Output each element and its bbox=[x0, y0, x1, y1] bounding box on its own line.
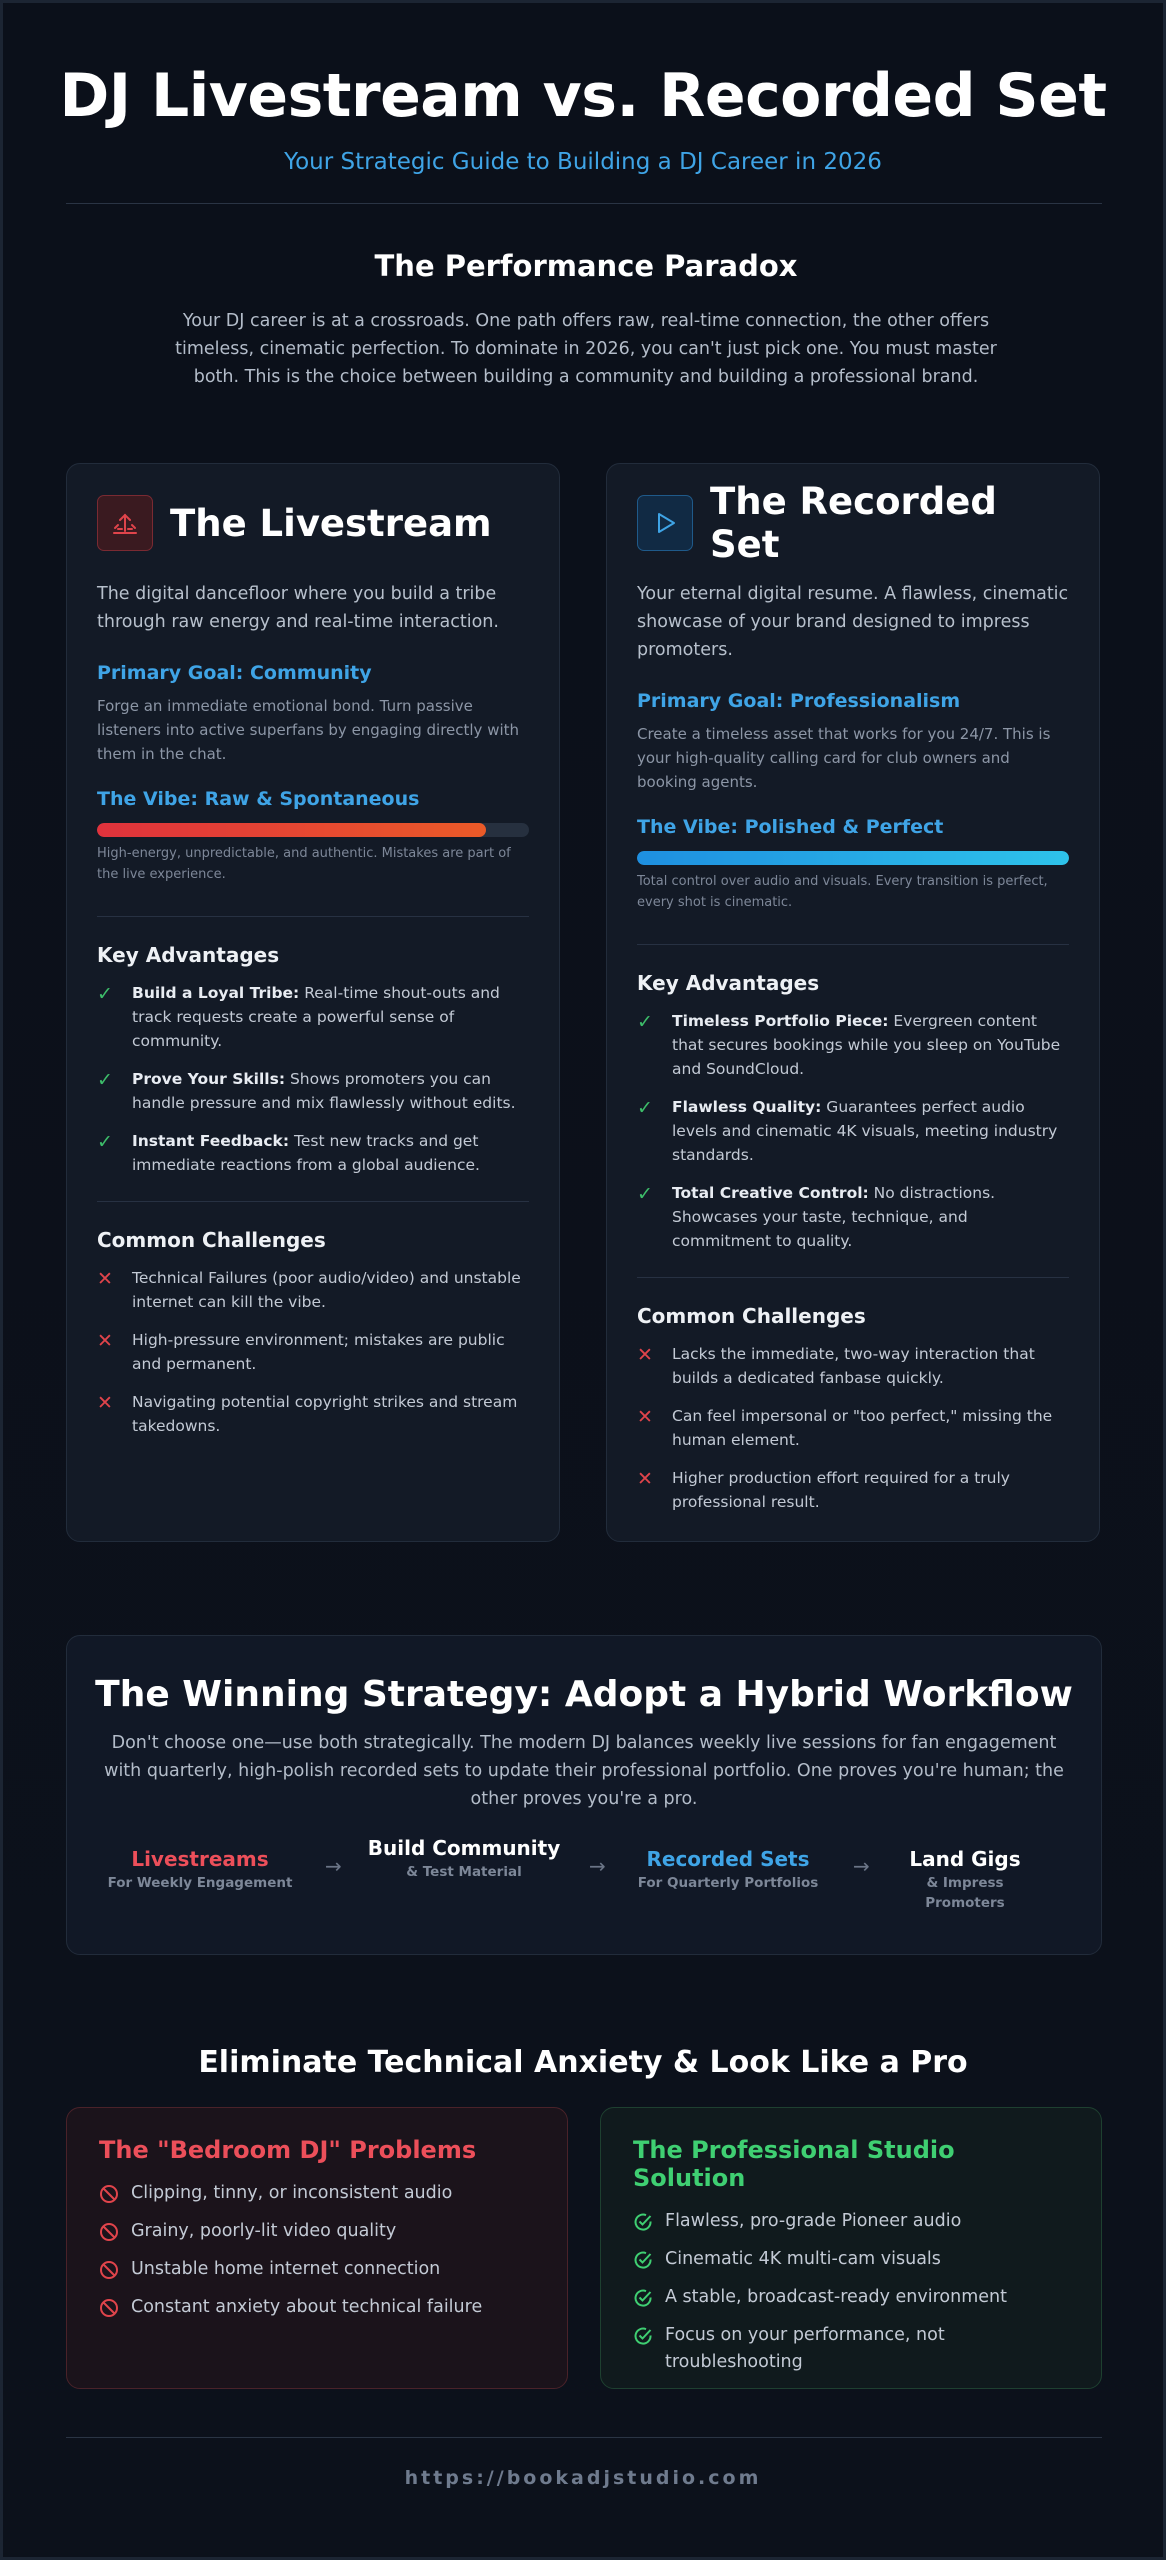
recorded-goal-title: Primary Goal: Professionalism bbox=[637, 690, 961, 712]
list-item: ✕ Lacks the immediate, two-way interaction that builds a dedicated fanbase quickly. bbox=[637, 1344, 1035, 1387]
divider bbox=[637, 944, 1069, 945]
check-icon: ✓ bbox=[637, 1097, 653, 1119]
step-subtitle: & Impress Promoters bbox=[925, 1875, 1005, 1911]
list-item: Constant anxiety about technical failure bbox=[99, 2294, 535, 2321]
step-title: Recorded Sets bbox=[646, 1847, 810, 1871]
check-circle-icon bbox=[633, 2288, 653, 2308]
step-subtitle: For Quarterly Portfolios bbox=[637, 1875, 819, 1891]
solution-list bbox=[633, 2208, 1069, 2376]
list-item: ✓ Total Creative Control: No distractions. Showcases your taste, technique, and commitment to quality. bbox=[637, 1183, 996, 1250]
play-icon bbox=[637, 495, 693, 551]
step-subtitle: & Test Material bbox=[406, 1864, 522, 1880]
cross-icon: ✕ bbox=[97, 1268, 113, 1290]
list-item: Clipping, tinny, or inconsistent audio bbox=[99, 2180, 535, 2207]
list-item: Flawless, pro-grade Pioneer audio bbox=[633, 2208, 1069, 2235]
list-item: ✓ Build a Loyal Tribe: Real-time shout-outs and track requests create a powerful sense of community. bbox=[97, 983, 500, 1050]
paradox-text: Your DJ career is at a crossroads. One path offers raw, real-time connection, the other offers timeless, cinematic perfection. To dominate in 2026, you can't just pick one. You must master both. This is the choice between building a community and building a professional brand. bbox=[175, 311, 997, 387]
list-item: Grainy, poorly-lit video quality bbox=[99, 2218, 535, 2245]
header-divider bbox=[66, 203, 1102, 204]
broadcast-icon bbox=[97, 495, 153, 551]
step-subtitle: For Weekly Engagement bbox=[107, 1875, 293, 1891]
problems-title: The "Bedroom DJ" Problems bbox=[99, 2136, 477, 2164]
recorded-intro: Your eternal digital resume. A flawless, cinematic showcase of your brand designed to impress promoters. bbox=[637, 584, 1069, 660]
list-item: Focus on your performance, not troubleshooting bbox=[633, 2322, 1069, 2376]
solution-title: The Professional Studio Solution bbox=[633, 2136, 955, 2192]
tech-heading: Eliminate Technical Anxiety & Look Like a Pro bbox=[198, 2045, 968, 2080]
livestream-intro: The digital dancefloor where you build a tribe through raw energy and real-time interaction. bbox=[97, 584, 499, 632]
footer-url[interactable]: https://bookadjstudio.com bbox=[404, 2467, 762, 2489]
recorded-vibe-title: The Vibe: Polished & Perfect bbox=[637, 816, 944, 838]
check-circle-icon bbox=[633, 2326, 653, 2346]
paradox-section bbox=[163, 249, 1009, 391]
list-item: Unstable home internet connection bbox=[99, 2256, 535, 2283]
footer-divider bbox=[66, 2437, 1102, 2438]
divider bbox=[97, 916, 529, 917]
paradox-heading: The Performance Paradox bbox=[374, 249, 798, 283]
recorded-advantages-list bbox=[637, 1009, 1069, 1253]
step-title: Livestreams bbox=[131, 1847, 269, 1871]
livestream-vibe-fill bbox=[97, 823, 486, 837]
workflow-step-livestreams bbox=[100, 1846, 300, 1893]
strategy-section bbox=[66, 1635, 1102, 1955]
check-icon: ✓ bbox=[97, 1131, 113, 1153]
recorded-challenges-title: Common Challenges bbox=[637, 1304, 866, 1328]
prohibited-icon bbox=[99, 2222, 119, 2242]
recorded-vibe-fill bbox=[637, 851, 1069, 865]
check-icon: ✓ bbox=[97, 1069, 113, 1091]
livestream-advantages-list bbox=[97, 981, 529, 1177]
recorded-vibe-bar bbox=[637, 851, 1069, 865]
livestream-title: The Livestream bbox=[170, 501, 492, 545]
list-item: ✕ Navigating potential copyright strikes and stream takedowns. bbox=[97, 1392, 518, 1435]
list-item: ✕ Technical Failures (poor audio/video) and unstable internet can kill the vibe. bbox=[97, 1268, 521, 1311]
livestream-vibe-text: High-energy, unpredictable, and authentic. Mistakes are part of the live experience. bbox=[97, 846, 511, 882]
cross-icon: ✕ bbox=[97, 1392, 113, 1414]
livestream-challenges-list bbox=[97, 1266, 529, 1438]
prohibited-icon bbox=[99, 2298, 119, 2318]
step-title: Build Community bbox=[367, 1836, 561, 1860]
recorded-card bbox=[606, 463, 1100, 1542]
recorded-vibe-text: Total control over audio and visuals. Every transition is perfect, every shot is cinematic. bbox=[637, 874, 1048, 910]
workflow-step-land-gigs bbox=[882, 1846, 1048, 1913]
list-item: ✕ High-pressure environment; mistakes are public and permanent. bbox=[97, 1330, 505, 1373]
strategy-text: Don't choose one—use both strategically. The modern DJ balances weekly live sessions for fan engagement with quarterly, high-polish recorded sets to update their professional portfolio. One proves you're human; the other proves you're a pro. bbox=[104, 1733, 1064, 1809]
list-item: ✓ Timeless Portfolio Piece: Evergreen content that secures bookings while you sleep on YouTube and SoundCloud. bbox=[637, 1011, 1061, 1078]
page-title: DJ Livestream vs. Recorded Set bbox=[59, 61, 1107, 131]
divider bbox=[97, 1201, 529, 1202]
step-title: Land Gigs bbox=[909, 1847, 1021, 1871]
recorded-goal-text: Create a timeless asset that works for you 24/7. This is your high-quality calling card for club owners and booking agents. bbox=[637, 725, 1051, 791]
workflow-step-build-community bbox=[364, 1835, 564, 1882]
check-icon: ✓ bbox=[637, 1183, 653, 1205]
list-item: ✓ Flawless Quality: Guarantees perfect audio levels and cinematic 4K visuals, meeting industry standards. bbox=[637, 1097, 1058, 1164]
livestream-advantages-title: Key Advantages bbox=[97, 943, 280, 967]
prohibited-icon bbox=[99, 2184, 119, 2204]
cross-icon: ✕ bbox=[97, 1330, 113, 1352]
list-item: ✓ Instant Feedback: Test new tracks and get immediate reactions from a global audience. bbox=[97, 1131, 480, 1174]
check-icon: ✓ bbox=[97, 983, 113, 1005]
list-item: ✕ Higher production effort required for a truly professional result. bbox=[637, 1468, 1010, 1511]
arrow-right-icon: → bbox=[853, 1854, 870, 1878]
cross-icon: ✕ bbox=[637, 1344, 653, 1366]
livestream-goal-text: Forge an immediate emotional bond. Turn passive listeners into active superfans by engaging directly with them in the chat. bbox=[97, 697, 520, 763]
recorded-advantages-title: Key Advantages bbox=[637, 971, 820, 995]
cross-icon: ✕ bbox=[637, 1468, 653, 1490]
workflow-step-recorded-sets bbox=[628, 1846, 828, 1893]
arrow-right-icon: → bbox=[589, 1854, 606, 1878]
header bbox=[3, 61, 1163, 175]
problems-panel bbox=[66, 2107, 568, 2389]
workflow bbox=[67, 1836, 1101, 1932]
check-icon: ✓ bbox=[637, 1011, 653, 1033]
prohibited-icon bbox=[99, 2260, 119, 2280]
list-item: Cinematic 4K multi-cam visuals bbox=[633, 2246, 1069, 2273]
arrow-right-icon: → bbox=[325, 1854, 342, 1878]
recorded-title: The Recorded Set bbox=[710, 480, 997, 566]
livestream-card bbox=[66, 463, 560, 1542]
check-circle-icon bbox=[633, 2212, 653, 2232]
livestream-goal-title: Primary Goal: Community bbox=[97, 662, 372, 684]
check-circle-icon bbox=[633, 2250, 653, 2270]
problems-list bbox=[99, 2180, 535, 2321]
solution-panel bbox=[600, 2107, 1102, 2389]
divider bbox=[637, 1277, 1069, 1278]
cross-icon: ✕ bbox=[637, 1406, 653, 1428]
list-item: ✓ Prove Your Skills: Shows promoters you can handle pressure and mix flawlessly without edits. bbox=[97, 1069, 516, 1112]
livestream-vibe-title: The Vibe: Raw & Spontaneous bbox=[97, 788, 420, 810]
recorded-challenges-list bbox=[637, 1342, 1069, 1514]
livestream-challenges-title: Common Challenges bbox=[97, 1228, 326, 1252]
list-item: A stable, broadcast-ready environment bbox=[633, 2284, 1069, 2311]
livestream-vibe-bar bbox=[97, 823, 529, 837]
list-item: ✕ Can feel impersonal or "too perfect," missing the human element. bbox=[637, 1406, 1053, 1449]
page-subtitle: Your Strategic Guide to Building a DJ Career in 2026 bbox=[284, 149, 882, 175]
strategy-heading: The Winning Strategy: Adopt a Hybrid Workflow bbox=[95, 1674, 1073, 1715]
